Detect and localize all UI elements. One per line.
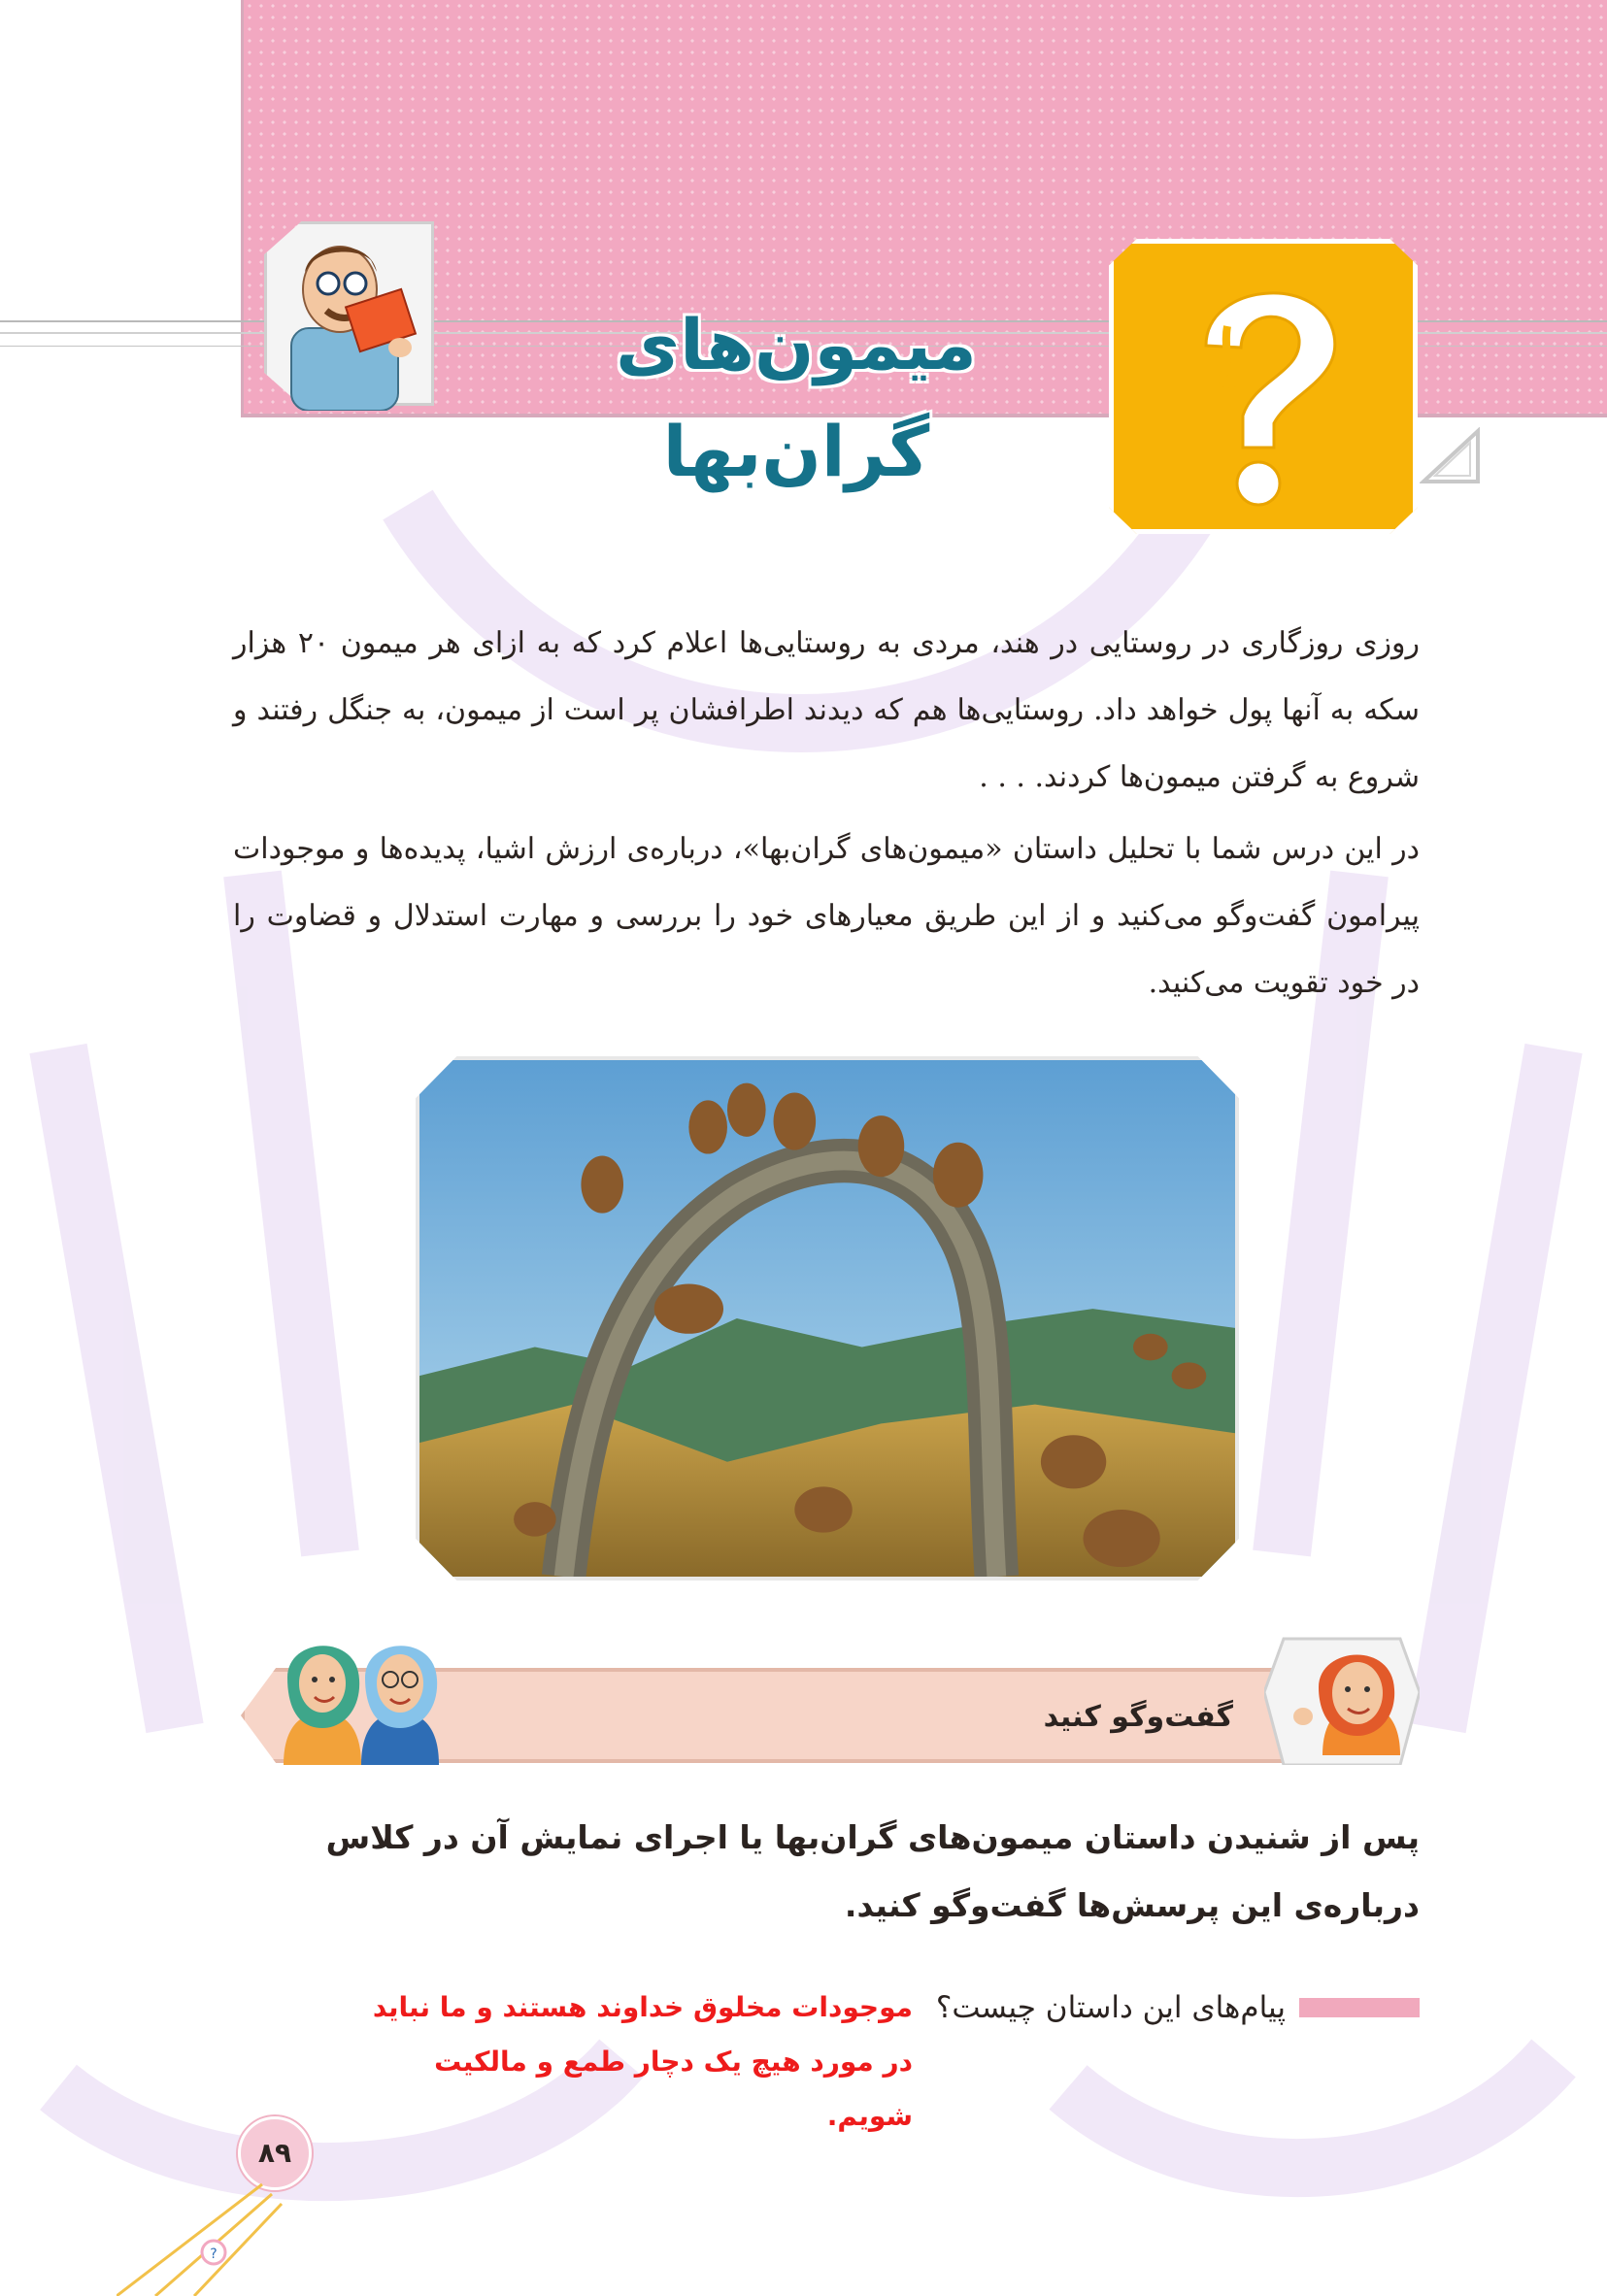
girls-listening-icon (264, 1619, 458, 1765)
question-marker-bar (1299, 1998, 1420, 2017)
page-number: ۸۹ (257, 2137, 292, 2169)
lesson-title: میمون‌های گران‌بها (616, 304, 977, 492)
discussion-instruction: پس از شنیدن داستان میمون‌های گران‌بها یا اجرای نمایش آن در کلاس درباره‌ی این پرسش‌ها گفت‌وگو کنید. (325, 1818, 1420, 1924)
handwritten-answer-line2: در مورد هیچ یک دچار طمع و مالکیت شویم. (434, 2046, 913, 2132)
lesson-objective-paragraph: در این درس شما با تحلیل داستان «میمون‌های گران‌بها»، درباره‌ی ارزش اشیا، پدیده‌ها و موجودات پیرامون گفت‌وگو می‌کنید و از این طریق معیارهای خود را بررسی و مهارت استدلال و قضاوت را در خود تقویت می‌کنید. (233, 832, 1420, 1000)
handwritten-answer-line1: موجودات مخلوق خداوند هستند و ما نباید (372, 1991, 913, 2023)
svg-text:?: ? (210, 2246, 218, 2262)
teacher-reading-icon (262, 221, 427, 411)
corner-triangle-icon (1420, 427, 1482, 485)
question-head-icon (1109, 239, 1418, 534)
monkeys-photo (416, 1056, 1239, 1581)
decorative-lines-icon (117, 2175, 330, 2296)
intro-paragraph: روزی روزگاری در روستایی در هند، مردی به روستایی‌ها اعلام کرد که به ازای هر میمون ۲۰ هزار سکه به آنها پول خواهد داد. روستایی‌ها هم که دیدند اطرافشان پر است از میمون، به جنگل رفتند و شروع به گرفتن میمون‌ها کردند. . . . (233, 626, 1420, 794)
question-text: پیام‌های این داستان چیست؟ (935, 1990, 1286, 2025)
girl-speaking-icon (1264, 1619, 1420, 1765)
discussion-heading: گفت‌وگو کنید (1043, 1700, 1233, 1734)
